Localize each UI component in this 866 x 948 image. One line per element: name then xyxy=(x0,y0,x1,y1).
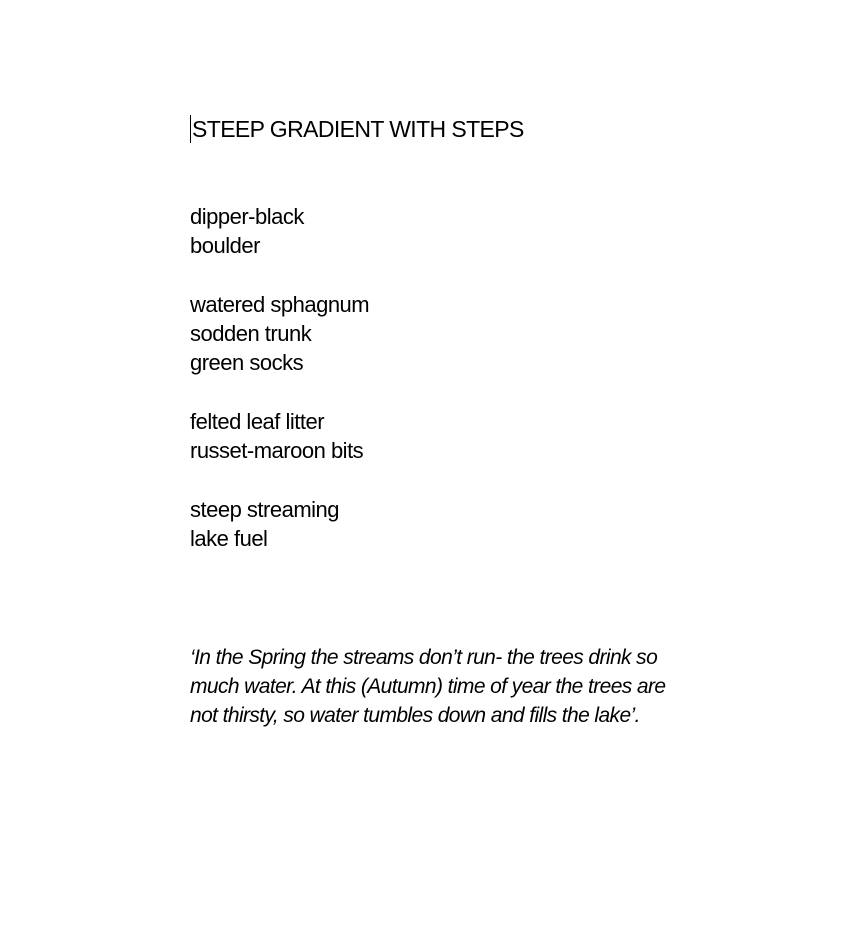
quote-line: ‘In the Spring the streams don’t run- the trees drink so xyxy=(190,646,658,669)
poem-line: steep streaming xyxy=(190,497,340,522)
poem-line: boulder xyxy=(190,233,260,258)
stanza-4 xyxy=(190,495,790,553)
quote-line: not thirsty, so water tumbles down and fills the lake’. xyxy=(190,704,640,727)
quote-line: much water. At this (Autumn) time of year the trees are xyxy=(190,675,666,698)
poem-body xyxy=(190,202,790,583)
poem-line: lake fuel xyxy=(190,526,268,551)
poem-line: watered sphagnum xyxy=(190,292,370,317)
poem-line: russet-maroon bits xyxy=(190,438,364,463)
quote-paragraph xyxy=(190,643,750,730)
title-row xyxy=(190,114,524,144)
text-cursor xyxy=(190,115,191,143)
stanza-3 xyxy=(190,407,790,465)
poem-line: dipper-black xyxy=(190,204,304,229)
stanza-1 xyxy=(190,202,790,260)
poem-line: felted leaf litter xyxy=(190,409,325,434)
poem-title[interactable]: STEEP GRADIENT WITH STEPS xyxy=(192,116,524,142)
stanza-2 xyxy=(190,290,790,377)
poem-line: sodden trunk xyxy=(190,321,312,346)
poem-line: green socks xyxy=(190,350,304,375)
